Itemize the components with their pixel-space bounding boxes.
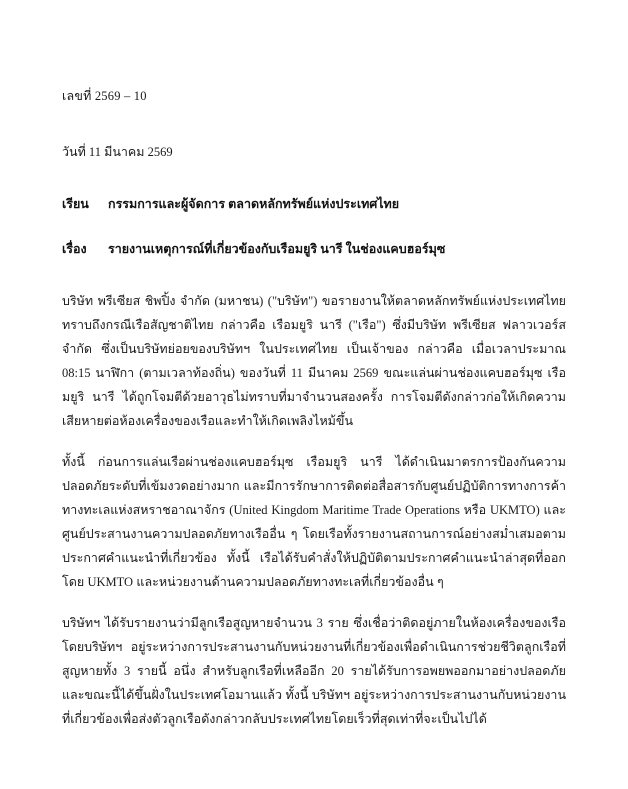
body-paragraph: บริษัทฯ ได้รับรายงานว่ามีลูกเรือสูญหายจำนวน 3 ราย ซึ่งเชื่อว่าติดอยู่ภายในห้องเครื่องของเรือ โดยบริษัทฯ อยู่ระหว่างการประสานงานกับหน่วยงานที่เกี่ยวข้องเพื่อดำเนินการช่วยชีวิตลูกเรือที่สูญหายทั้ง 3 รายนี้ อนึ่ง สำหรับลูกเรือที่เหลืออีก 20 รายได้รับการอพยพออกมาอย่างปลอดภัย และขณะนี้ได้ขึ้นฝั่งในประเทศโอมานแล้ว ทั้งนี้ บริษัทฯ อยู่ระหว่างการประสานงานกับหน่วยงานที่เกี่ยวข้องเพื่อส่งตัวลูกเรือดังกล่าวกลับประเทศไทยโดยเร็วที่สุดเท่าที่จะเป็นไปได้ [62,615,566,726]
subject-row [62,240,566,259]
recipient-label: เรียน [62,197,89,211]
subject-value: รายงานเหตุการณ์ที่เกี่ยวข้องกับเรือมยูริ นารี ในช่องแคบฮอร์มุซ [108,241,446,256]
subject-label: เรื่อง [62,241,87,256]
document-number: เลขที่ 2569 – 10 [62,89,147,103]
recipient-value: กรรมการและผู้จัดการ ตลาดหลักทรัพย์แห่งประเทศไทย [108,197,400,211]
body-paragraph: ทั้งนี้ ก่อนการแล่นเรือผ่านช่องแคบฮอร์มุซ เรือมยูริ นารี ได้ดำเนินมาตรการป้องกันความปลอดภัยระดับที่เข้มงวดอย่างมาก และมีการรักษาการติดต่อสื่อสารกับศูนย์ปฏิบัติการทางการค้าทางทะเลแห่งสหราชอาณาจักร (United Kingdom Maritime Trade Operations หรือ UKMTO) และศูนย์ประสานงานความปลอดภัยทางเรืออื่น ๆ โดยเรือทั้งรายงานสถานการณ์อย่างสม่ำเสมอตามประกาศคำแนะนำที่เกี่ยวข้อง ทั้งนี้ เรือได้รับคำสั่งให้ปฏิบัติตามประกาศคำแนะนำล่าสุดที่ออกโดย UKMTO และหน่วยงานด้านความปลอดภัยทางทะเลที่เกี่ยวข้องอื่น ๆ [62,454,566,589]
recipient-row [62,195,566,214]
document-date: วันที่ 11 มีนาคม 2569 [62,144,173,159]
body-paragraph: บริษัท พรีเซียส ชิพปิ้ง จำกัด (มหาชน) ("บริษัท") ขอรายงานให้ตลาดหลักทรัพย์แห่งประเทศไทยทราบถึงกรณีเรือสัญชาติไทย กล่าวคือ เรือมยูริ นารี ("เรือ") ซึ่งมีบริษัท พรีเซียส ฟลาวเวอร์ส จำกัด ซึ่งเป็นบริษัทย่อยของบริษัทฯ ในประเทศไทย เป็นเจ้าของ กล่าวคือ เมื่อเวลาประมาณ 08:15 นาฬิกา (ตามเวลาท้องถิ่น) ของวันที่ 11 มีนาคม 2569 ขณะแล่นผ่านช่องแคบฮอร์มุซ เรือมยูริ นารี ได้ถูกโจมตีด้วยอาวุธไม่ทราบที่มาจำนวนสองครั้ง การโจมตีดังกล่าวก่อให้เกิดความเสียหายต่อห้องเครื่องของเรือและทำให้เกิดเพลิงไหม้ขึ้น [62,293,566,428]
